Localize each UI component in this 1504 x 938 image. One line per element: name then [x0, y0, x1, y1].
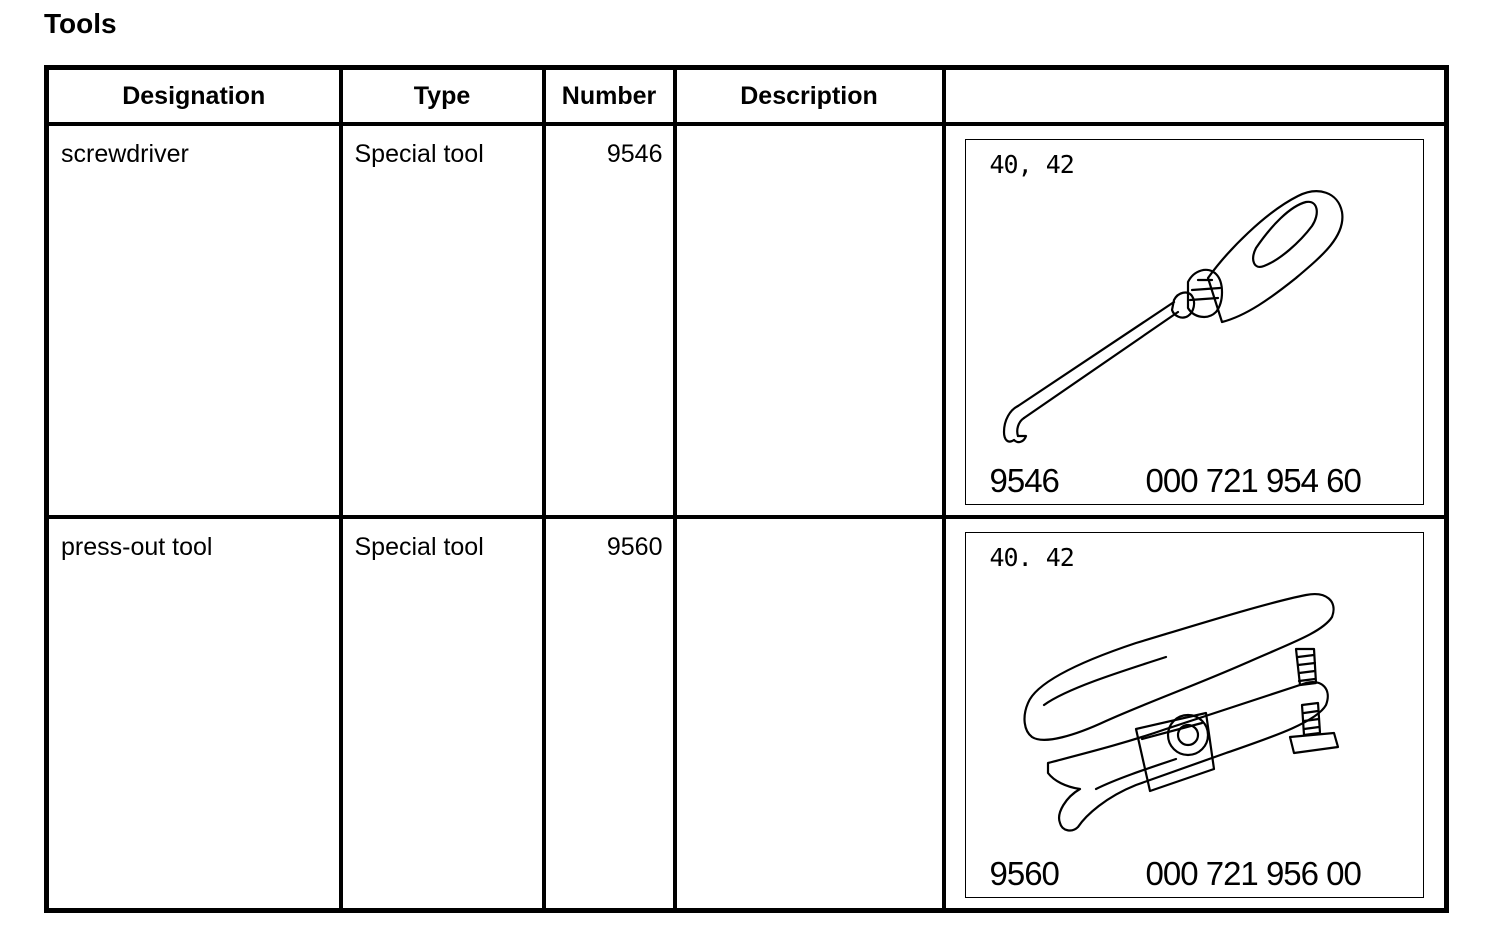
figure-tool-number: 9560: [989, 854, 1059, 892]
cell-image: [944, 517, 1447, 911]
screwdriver-illustration-icon: [966, 140, 1424, 506]
type-text: Special tool: [354, 140, 484, 168]
page-title: Tools: [44, 8, 117, 39]
designation-text: screwdriver: [61, 140, 189, 168]
table-row: [47, 517, 1447, 911]
cell-number: [544, 124, 675, 517]
cell-designation: [47, 124, 341, 517]
designation-text: press-out tool: [61, 532, 213, 561]
figure-tool-number: 9546: [989, 462, 1059, 499]
description-text: [677, 126, 942, 140]
figure-reference: 40. 42: [989, 542, 1074, 572]
number-text: 9546: [606, 140, 663, 168]
figure-reference: 40, 42: [989, 150, 1074, 179]
cell-type: [341, 517, 544, 911]
cell-description: [675, 517, 944, 911]
cell-number: [544, 517, 675, 911]
figure-part-number: 000 721 956 00: [1145, 854, 1361, 892]
cell-designation: [47, 517, 341, 911]
tools-table: [44, 65, 1449, 913]
header-designation: Designation: [47, 68, 341, 125]
type-text: Special tool: [354, 532, 484, 561]
cell-image: [944, 124, 1447, 517]
figure-part-number: 000 721 954 60: [1145, 462, 1361, 499]
header-type: Type: [341, 68, 544, 125]
tool-figure: [965, 139, 1425, 505]
description-text: [677, 519, 942, 533]
number-text: 9560: [606, 532, 663, 561]
header-description: Description: [675, 68, 944, 125]
press-out-tool-illustration-icon: [966, 533, 1424, 899]
header-number: Number: [544, 68, 675, 125]
cell-description: [675, 124, 944, 517]
table-row: [47, 124, 1447, 517]
table-header-row: [47, 68, 1447, 125]
tool-figure: [965, 532, 1425, 898]
cell-type: [341, 124, 544, 517]
header-image: [944, 68, 1447, 125]
